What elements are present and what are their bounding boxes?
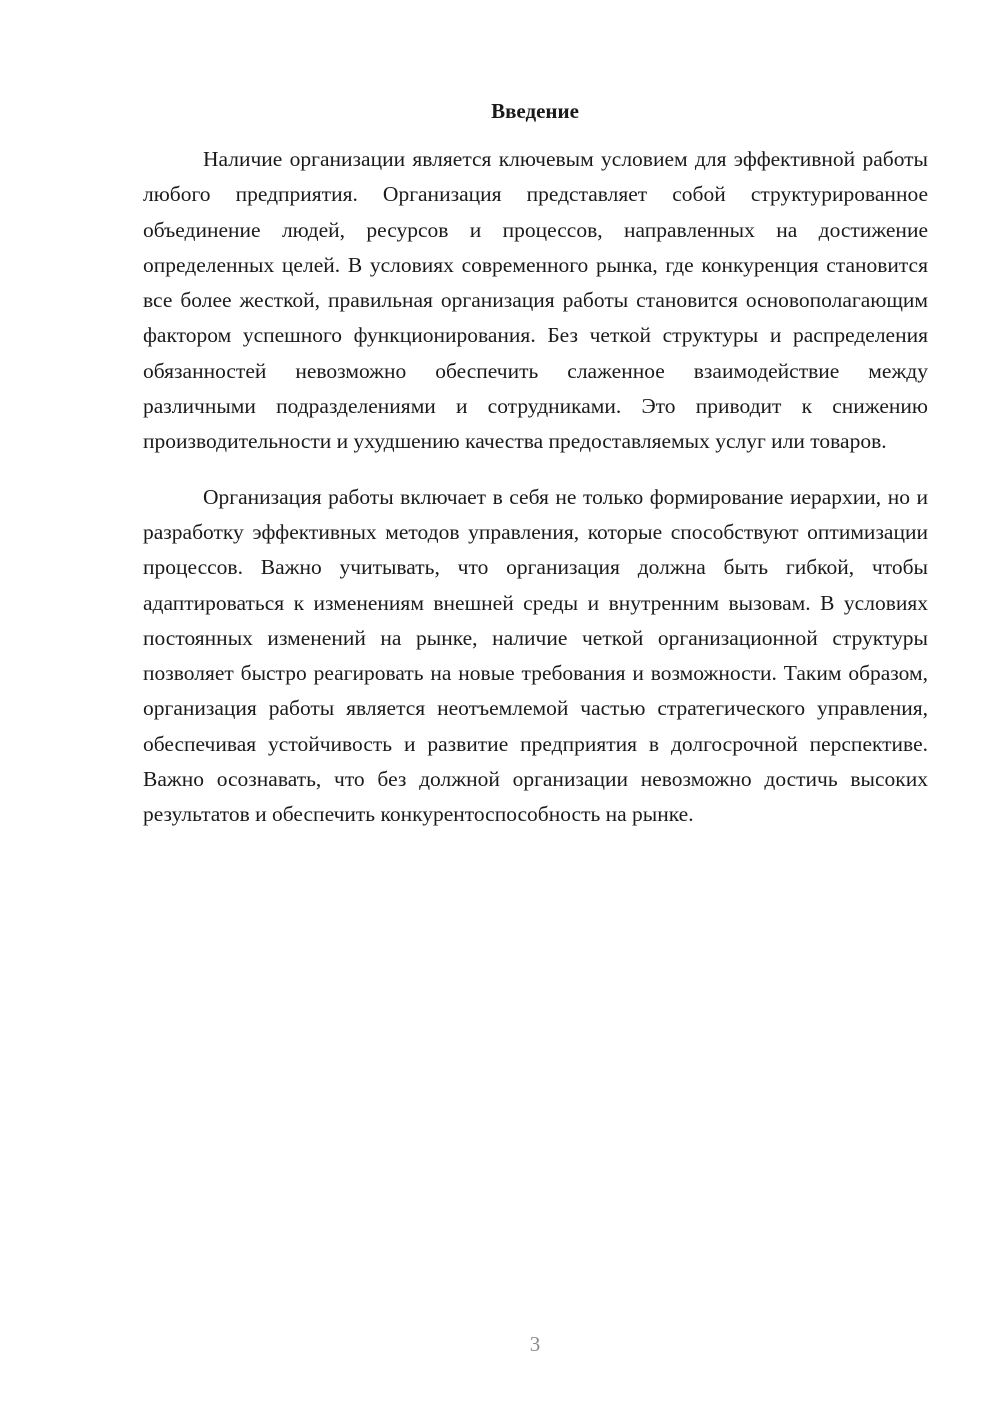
body-text [143,142,928,833]
paragraph-1: Наличие организации является ключевым условием для эффективной работы любого предприятия. Организация представляет собой структурированное объединение людей, ресурсов и процессов, направленных на достижение определенных целей. В условиях современного рынка, где конкуренция становится все более жесткой, правильная организация работы становится основополагающим фактором успешного функционирования. Без четкой структуры и распределения обязанностей невозможно обеспечить слаженное взаимодействие между различными подразделениями и сотрудниками. Это приводит к снижению производительности и ухудшению качества предоставляемых услуг или товаров. [143,147,928,454]
page-number: 3 [529,1332,541,1356]
paragraph-2: Организация работы включает в себя не только формирование иерархии, но и разработку эффективных методов управления, которые способствуют оптимизации процессов. Важно учитывать, что организация должна быть гибкой, чтобы адаптироваться к изменениям внешней среды и внутренним вызовам. В условиях постоянных изменений на рынке, наличие четкой организационной структуры позволяет быстро реагировать на новые требования и возможности. Таким образом, организация работы является неотъемлемой частью стратегического управления, обеспечивая устойчивость и развитие предприятия в долгосрочной перспективе. Важно осознавать, что без должной организации невозможно достичь высоких результатов и обеспечить конкурентоспособность на рынке. [143,484,928,827]
section-title: Введение [491,99,579,123]
